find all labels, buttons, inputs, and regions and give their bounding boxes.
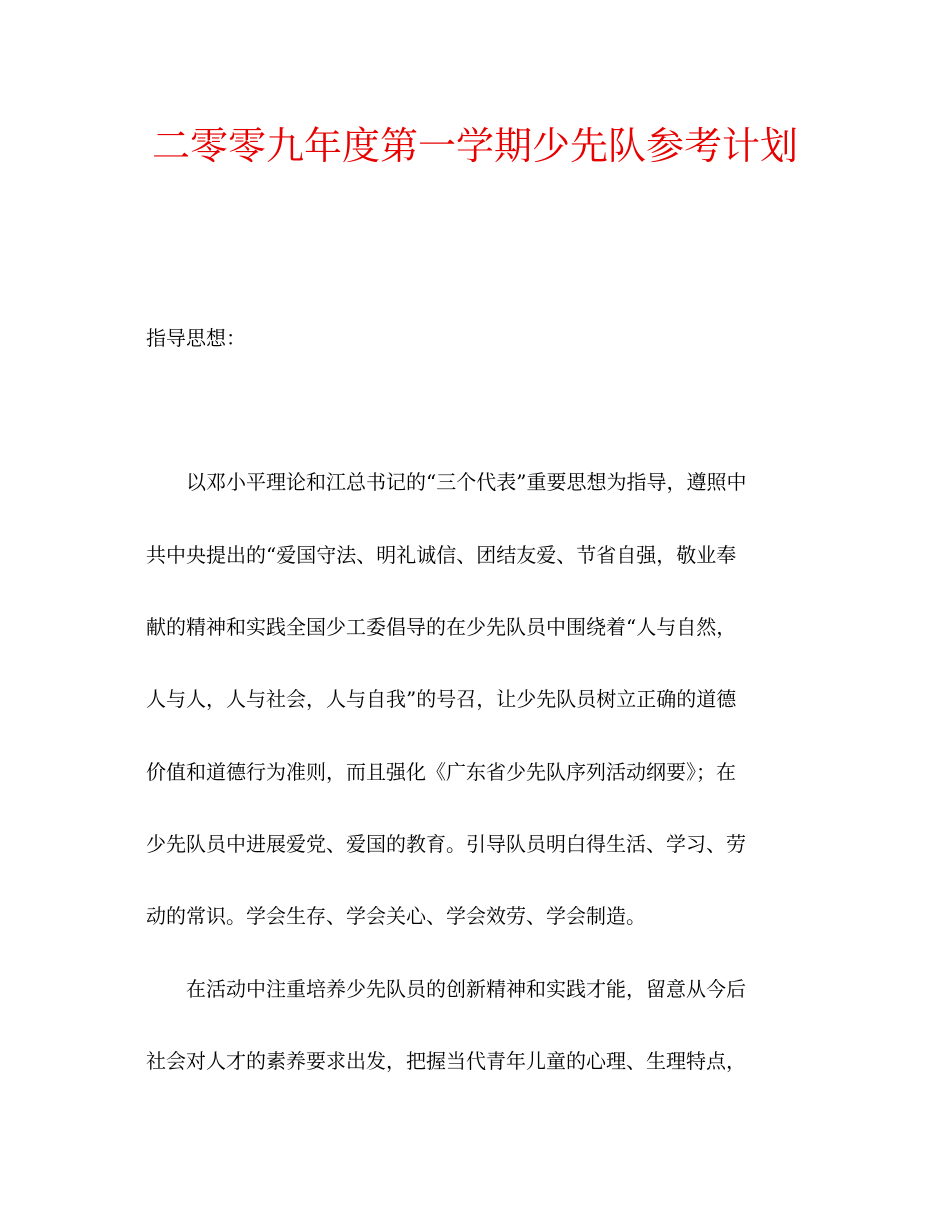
paragraph-line: 少先队员中进展爱党、爱国的教育。引导队员明白得生活、学习、劳 bbox=[146, 832, 746, 856]
paragraph-line: 以邓小平理论和江总书记的“三个代表”重要思想为指导，遵照中 bbox=[186, 470, 747, 494]
paragraph-line: 在活动中注重培养少先队员的创新精神和实践才能，留意从今后 bbox=[186, 977, 746, 1001]
paragraph-line: 动的常识。学会生存、学会关心、学会效劳、学会制造。 bbox=[146, 904, 646, 928]
paragraph-line: 人与人，人与社会，人与自我”的号召，让少先队员树立正确的道德 bbox=[146, 687, 737, 711]
paragraph-line: 献的精神和实践全国少工委倡导的在少先队员中围绕着“人与自然， bbox=[146, 615, 737, 639]
document-title: 二零零九年度第一学期少先队参考计划 bbox=[151, 124, 798, 168]
paragraph-line: 价值和道德行为准则，而且强化《广东省少先队序列活动纲要》；在 bbox=[146, 760, 736, 784]
paragraph-line: 社会对人才的素养要求出发，把握当代青年儿童的心理、生理特点， bbox=[146, 1049, 746, 1073]
section-heading: 指导思想： bbox=[146, 326, 246, 350]
paragraph-line: 共中央提出的“爱国守法、明礼诚信、团结友爱、节省自强，敬业奉 bbox=[146, 543, 737, 567]
